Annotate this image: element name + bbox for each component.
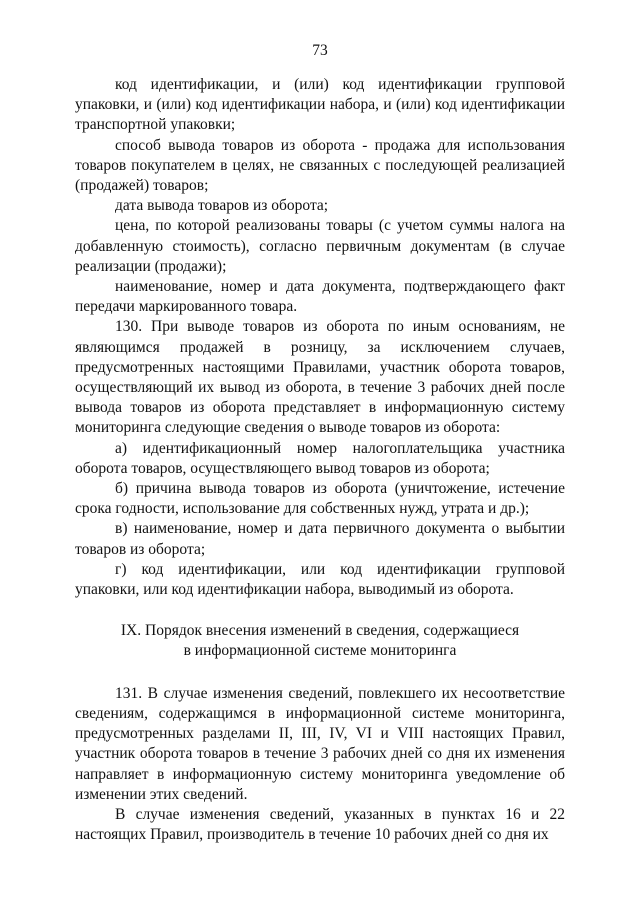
paragraph-130: 130. При выводе товаров из оборота по иным основаниям, не являющимся продажей в розницу, за исключением случаев, предусмотренных настоящими Правилами, участник оборота товаров, осуществляющий их вывод из оборота, в течение 3 рабочих дней после вывода товаров из оборота представляет в информационную систему мониторинга следующие сведения о выводе товаров из оборота: [75,318,565,437]
list-item-v: в) наименование, номер и дата первичного документа о выбытии товаров из оборота; [75,520,565,558]
paragraph-131: 131. В случае изменения сведений, повлекшего их несоответствие сведениям, содержащимся в информационной системе мониторинга, предусмотренных разделами II, III, IV, VI и VIII настоящих Правил, участник оборота товаров в течение 3 рабочих дней со дня их изменения направляет в информационную систему мониторинга уведомление об изменении этих сведений. [75,684,565,803]
paragraph: код идентификации, и (или) код идентификации групповой упаковки, и (или) код идентификации набора, и (или) код идентификации транспортной упаковки; [75,76,565,134]
list-item-b: б) причина вывода товаров из оборота (уничтожение, истечение срока годности, использование для собственных нужд, утрата и др.); [75,480,565,518]
section-heading-line-2: в информационной системе мониторинга [183,642,457,660]
paragraph: дата вывода товаров из оборота; [115,197,329,215]
paragraph: цена, по которой реализованы товары (с учетом суммы налога на добавленную стоимость), согласно первичным документам (в случае реализации (продажи); [75,217,565,275]
list-item-a: а) идентификационный номер налогоплательщика участника оборота товаров, осуществляющего вывод товаров из оборота; [75,439,565,477]
paragraph: наименование, номер и дата документа, подтверждающего факт передачи маркированного товара. [75,278,565,316]
document-body [75,75,565,845]
paragraph: способ вывода товаров из оборота - продажа для использования товаров покупателем в целях, не связанных с последующей реализацией (продажей) товаров; [75,136,565,195]
page-number: 73 [312,42,328,59]
list-item-g: г) код идентификации, или код идентификации групповой упаковки, или код идентификации набора, выводимый из оборота. [75,560,565,599]
section-heading-line-1: IX. Порядок внесения изменений в сведения, содержащиеся [120,622,520,640]
paragraph: В случае изменения сведений, указанных в пунктах 16 и 22 настоящих Правил, производитель в течение 10 рабочих дней со дня их [75,805,565,844]
section-heading [75,621,565,661]
